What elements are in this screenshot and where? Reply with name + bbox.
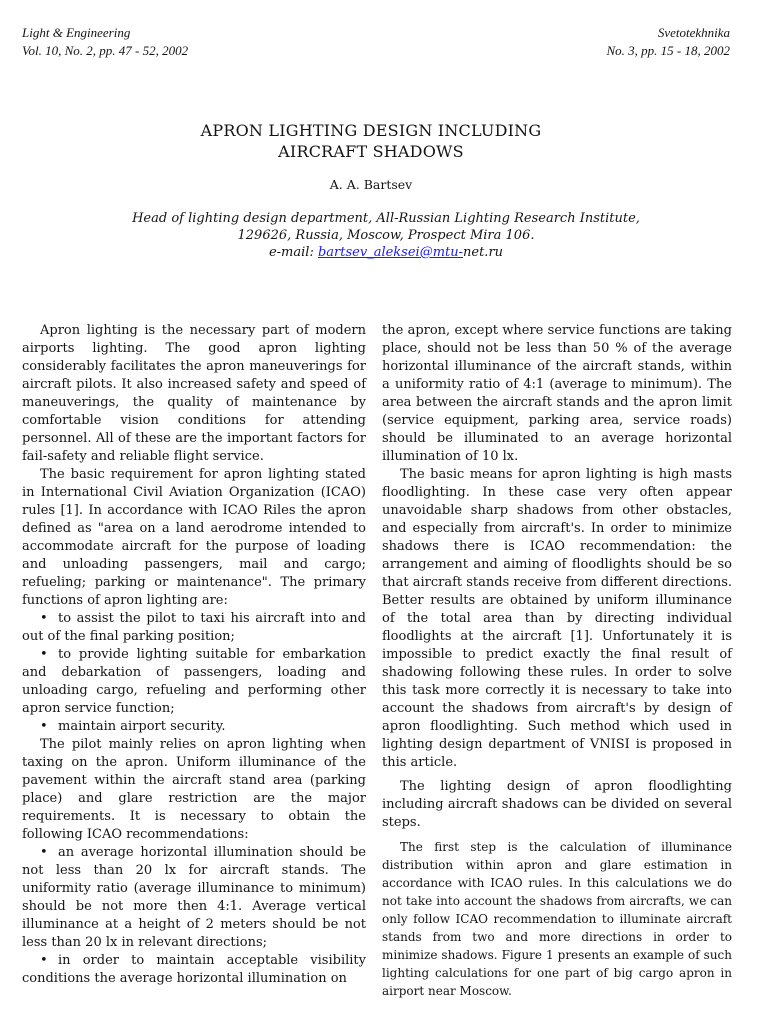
email-domain: net.ru xyxy=(463,245,504,260)
paragraph: The pilot mainly relies on apron lighting when taxing on the apron. Uniform illuminance of the pavement within the aircraft stand area (parking place) and glare restriction are the major requirements. It is necessary to obtain the following ICAO recommendations: xyxy=(22,737,366,842)
paragraph: The lighting design of apron floodlighting including aircraft shadows can be divided on several steps. xyxy=(382,779,732,830)
affiliation-line-1: Head of lighting design department, All-Russian Lighting Research Institute, xyxy=(132,211,640,226)
paper-title xyxy=(0,120,742,162)
author: A. A. Bartsev xyxy=(329,177,413,192)
bullet-text: to provide lighting suitable for embarkation and debarkation of passengers, loading and unloading cargo, refueling and performing other apron service function; xyxy=(22,647,366,716)
journal-header-left xyxy=(22,24,188,60)
bullet-text: in order to maintain acceptable visibility conditions the average horizontal illumination on xyxy=(22,953,366,986)
title-line-2: AIRCRAFT SHADOWS xyxy=(278,142,464,161)
journal-issue: No. 3, pp. 15 - 18, 2002 xyxy=(606,43,730,58)
paragraph: The basic means for apron lighting is high masts floodlighting. In these case very often appear unavoidable sharp shadows from other obstacles, and especially from aircraft's. In order to minimize shadows there is ICAO recommendation: the arrangement and aiming of floodlights should be so that aircraft stands receive from different directions. Better results are obtained by uniform illuminance of the total area than by directing individual floodlights at the aircraft [1]. Unfortunately it is impossible to predict exactly the final result of shadowing following these rules. In order to solve this task more correctly it is necessary to take into account the shadows from aircraft's by design of apron floodlighting. Such method which used in lighting design department of VNISI is proposed in this article. xyxy=(382,467,733,770)
bullet-text: maintain airport security. xyxy=(58,719,226,734)
paragraph: The basic requirement for apron lighting stated in International Civil Aviation Organization (ICAO) rules [1]. In accordance with ICAO Riles the apron defined as "area on a land aerodrome intended to accommodate aircraft for the purpose of loading and unloading passengers, mail and cargo; refueling; parking or maintenance". The primary functions of apron lighting are: xyxy=(22,467,366,608)
bullet-glyph: • xyxy=(40,719,48,734)
bullet-item xyxy=(22,718,366,736)
bullet-glyph: • xyxy=(40,611,48,626)
journal-name-russian: Svetotekhnika xyxy=(657,25,730,40)
bullet-text: to assist the pilot to taxi his aircraft into and out of the final parking position; xyxy=(22,611,366,644)
affiliation-line-2: 129626, Russia, Moscow, Prospect Mira 106. xyxy=(237,228,535,243)
paragraph: Apron lighting is the necessary part of modern airports lighting. The good apron lighting considerably facilitates the apron maneuverings for aircraft pilots. It also increased safety and speed of maneuverings, the quality of maintenance by comfortable vision conditions for attending personnel. All of these are the important factors for fail-safety and reliable flight service. xyxy=(22,323,366,464)
bullet-item xyxy=(22,952,366,988)
bullet-glyph: • xyxy=(40,845,48,860)
email-label: e-mail: xyxy=(268,245,318,260)
email-link[interactable]: bartsev_aleksei@mtu- xyxy=(317,245,464,260)
title-line-1: APRON LIGHTING DESIGN INCLUDING xyxy=(200,121,542,140)
bullet-glyph: • xyxy=(40,953,48,968)
paragraph: the apron, except where service functions are taking place, should not be less than 50 % of the average horizontal illuminance of the aircraft stands, within a uniformity ratio of 4:1 (average to minimum). The area between the aircraft stands and the apron limit (service equipment, parking area, service roads) should be illuminated to an average horizontal illumination of 10 lx. xyxy=(382,323,732,464)
paragraph: The first step is the calculation of illuminance distribution within apron and glare estimation in accordance with ICAO rules. In this calculations we do not take into account the shadows from aircrafts, we can only follow ICAO recommendation to illuminate aircraft stands from two and more directions in order to minimize shadows. Figure 1 presents an example of such lighting calculations for one part of big cargo apron in airport near Moscow. xyxy=(382,840,732,998)
email-line xyxy=(0,244,768,261)
journal-name: Light & Engineering xyxy=(22,25,131,40)
journal-volume: Vol. 10, No. 2, pp. 47 - 52, 2002 xyxy=(22,43,189,58)
right-column xyxy=(382,322,732,1000)
journal-header-right xyxy=(607,24,731,60)
left-column xyxy=(22,322,366,988)
bullet-glyph: • xyxy=(40,647,48,662)
bullet-item xyxy=(22,844,366,952)
affiliation xyxy=(0,210,768,261)
bullet-item xyxy=(22,610,366,646)
bullet-text: an average horizontal illumination should be not less than 20 lx for aircraft stands. The uniformity ratio (average illuminance to minimum) should be not more then 4:1. Average vertical illuminance at a height of 2 meters should be not less than 20 lx in relevant directions; xyxy=(22,845,366,950)
bullet-item xyxy=(22,646,366,718)
